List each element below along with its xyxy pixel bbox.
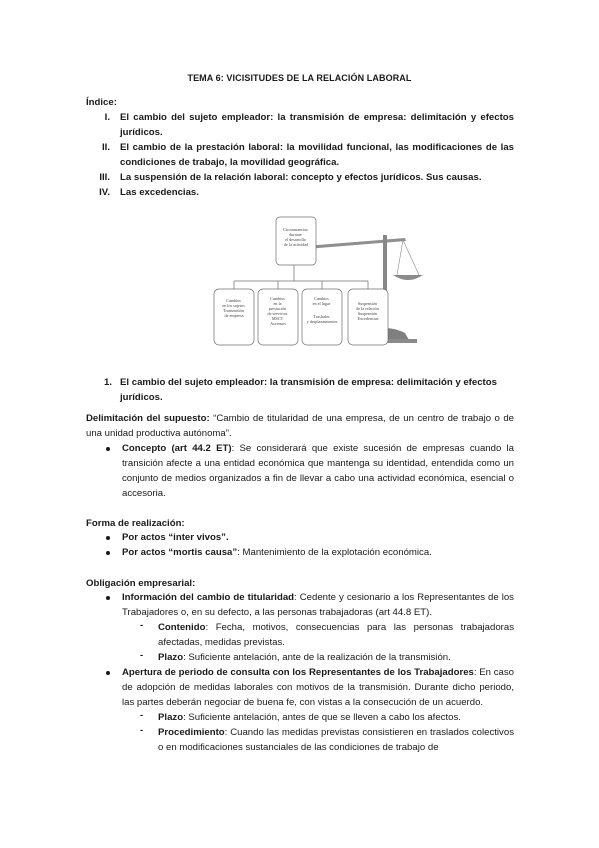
diagram-root-label: Circunstancias durante el desarrollo de la actividad	[283, 227, 309, 247]
apertura-text: : En caso de adopción de medidas laborales con motivos de la transmisión. Durante dicho periodo, las partes deberán negociar de buena fe, con vistas a la consecución de un acuerdo.	[122, 667, 514, 708]
informacion-paragraph	[122, 590, 514, 620]
diagram-box-suspension-label: Suspensión de la relación Suspensión Excedencias	[356, 301, 379, 321]
org-diagram	[205, 205, 437, 350]
contenido-label: Contenido	[158, 622, 206, 633]
section-1-heading: El cambio del sujeto empleador: la transmisión de empresa: delimitación y efectos jurídicos.	[120, 377, 497, 403]
bullet-icon	[106, 551, 110, 555]
plazo-paragraph-1	[158, 650, 514, 665]
procedimiento-text: : Cuando las medidas previstas consistieren en traslados colectivos o en modificaciones sustanciales de las condiciones de trabajo de	[158, 727, 514, 753]
delimitacion-paragraph	[86, 411, 514, 441]
procedimiento-label: Procedimiento	[158, 727, 225, 738]
index-item-number: III.	[99, 172, 110, 183]
index-label: Índice:	[86, 97, 117, 108]
index-item-text: El cambio de la prestación laboral: la movilidad funcional, las modificaciones de las condiciones de trabajo, la movilidad geográfica.	[120, 142, 514, 168]
concepto-label: Concepto (art 44.2 ET)	[122, 443, 232, 454]
diagram-box-lugar-label: Cambios en el lugar Traslados y desplazamientos	[306, 296, 338, 324]
plazo-label: Plazo	[158, 712, 184, 723]
diagram-box-prestacion-label: Cambios en la prestación de servicios MSCT Ascensos	[267, 296, 288, 326]
delimitacion-text: “Cambio de titularidad de una empresa, de un centro de trabajo o de una unidad productiva autónoma”.	[86, 413, 514, 439]
index-item-4	[86, 185, 514, 200]
bullet-icon	[106, 536, 110, 540]
apertura-label: Apertura de periodo de consulta con los Representantes de los Trabajadores	[122, 667, 474, 678]
plazo-paragraph-2	[158, 710, 514, 725]
contenido-paragraph	[158, 620, 514, 650]
bullet-icon	[106, 596, 110, 600]
forma-item-inter-vivos: Por actos “inter vivos”.	[122, 532, 229, 543]
mortis-causa-text: : Mantenimiento de la explotación económica.	[237, 547, 432, 558]
contenido-text: : Fecha, motivos, consecuencias para las personas trabajadoras afectadas, medidas previstas.	[158, 622, 514, 648]
concepto-paragraph	[122, 441, 514, 501]
diagram-connectors	[234, 265, 368, 289]
dash-icon: -	[140, 710, 144, 721]
apertura-paragraph	[122, 665, 514, 710]
section-1-number: 1.	[104, 377, 113, 388]
index-item-1	[86, 110, 514, 140]
index-item-3	[86, 170, 514, 185]
index-item-number: I.	[104, 112, 110, 123]
plazo-text: : Suficiente antelación, ante de la realización de la transmisión.	[183, 652, 451, 663]
index-item-text: El cambio del sujeto empleador: la transmisión de empresa: delimitación y efectos jurídicos.	[120, 112, 514, 138]
index-item-2	[86, 140, 514, 170]
informacion-text: : Cedente y cesionario a los Representantes de los Trabajadores o, en su defecto, a las personas trabajadoras (art 44.8 ET).	[122, 592, 514, 618]
org-diagram-svg	[205, 205, 437, 350]
forma-label: Forma de realización:	[86, 518, 185, 529]
index-item-number: II.	[102, 142, 110, 153]
procedimiento-paragraph	[158, 725, 514, 755]
dash-icon: -	[140, 725, 144, 736]
bullet-icon	[106, 671, 110, 675]
forma-item-mortis-causa	[122, 545, 514, 560]
page-title: TEMA 6: VICISITUDES DE LA RELACIÓN LABORAL	[187, 73, 412, 83]
plazo-text: : Suficiente antelación, antes de que se lleven a cabo los afectos.	[183, 712, 461, 723]
index-item-number: IV.	[99, 187, 110, 198]
concepto-text: : Se considerará que existe sucesión de empresas cuando la transición afecte a una entidad económica que mantenga su identidad, entendida como un conjunto de medios organizados a fin de llevar a cabo una actividad económica, esencial o accesoria.	[122, 443, 515, 499]
plazo-label: Plazo	[158, 652, 184, 663]
delimitacion-label: Delimitación del supuesto:	[86, 413, 210, 424]
dash-icon: -	[140, 650, 144, 661]
diagram-box-sujetos-label: Cambios en los sujetos Transmisión de empresa	[222, 298, 245, 318]
index-item-text: Las excedencias.	[120, 187, 199, 198]
dash-icon: -	[140, 620, 144, 631]
obligacion-label: Obligación empresarial:	[86, 578, 196, 589]
bullet-icon	[106, 447, 110, 451]
mortis-causa-label: Por actos “mortis causa”	[122, 547, 238, 558]
index-item-text: La suspensión de la relación laboral: concepto y efectos jurídicos. Sus causas.	[120, 172, 482, 183]
informacion-label: Información del cambio de titularidad	[122, 592, 295, 603]
